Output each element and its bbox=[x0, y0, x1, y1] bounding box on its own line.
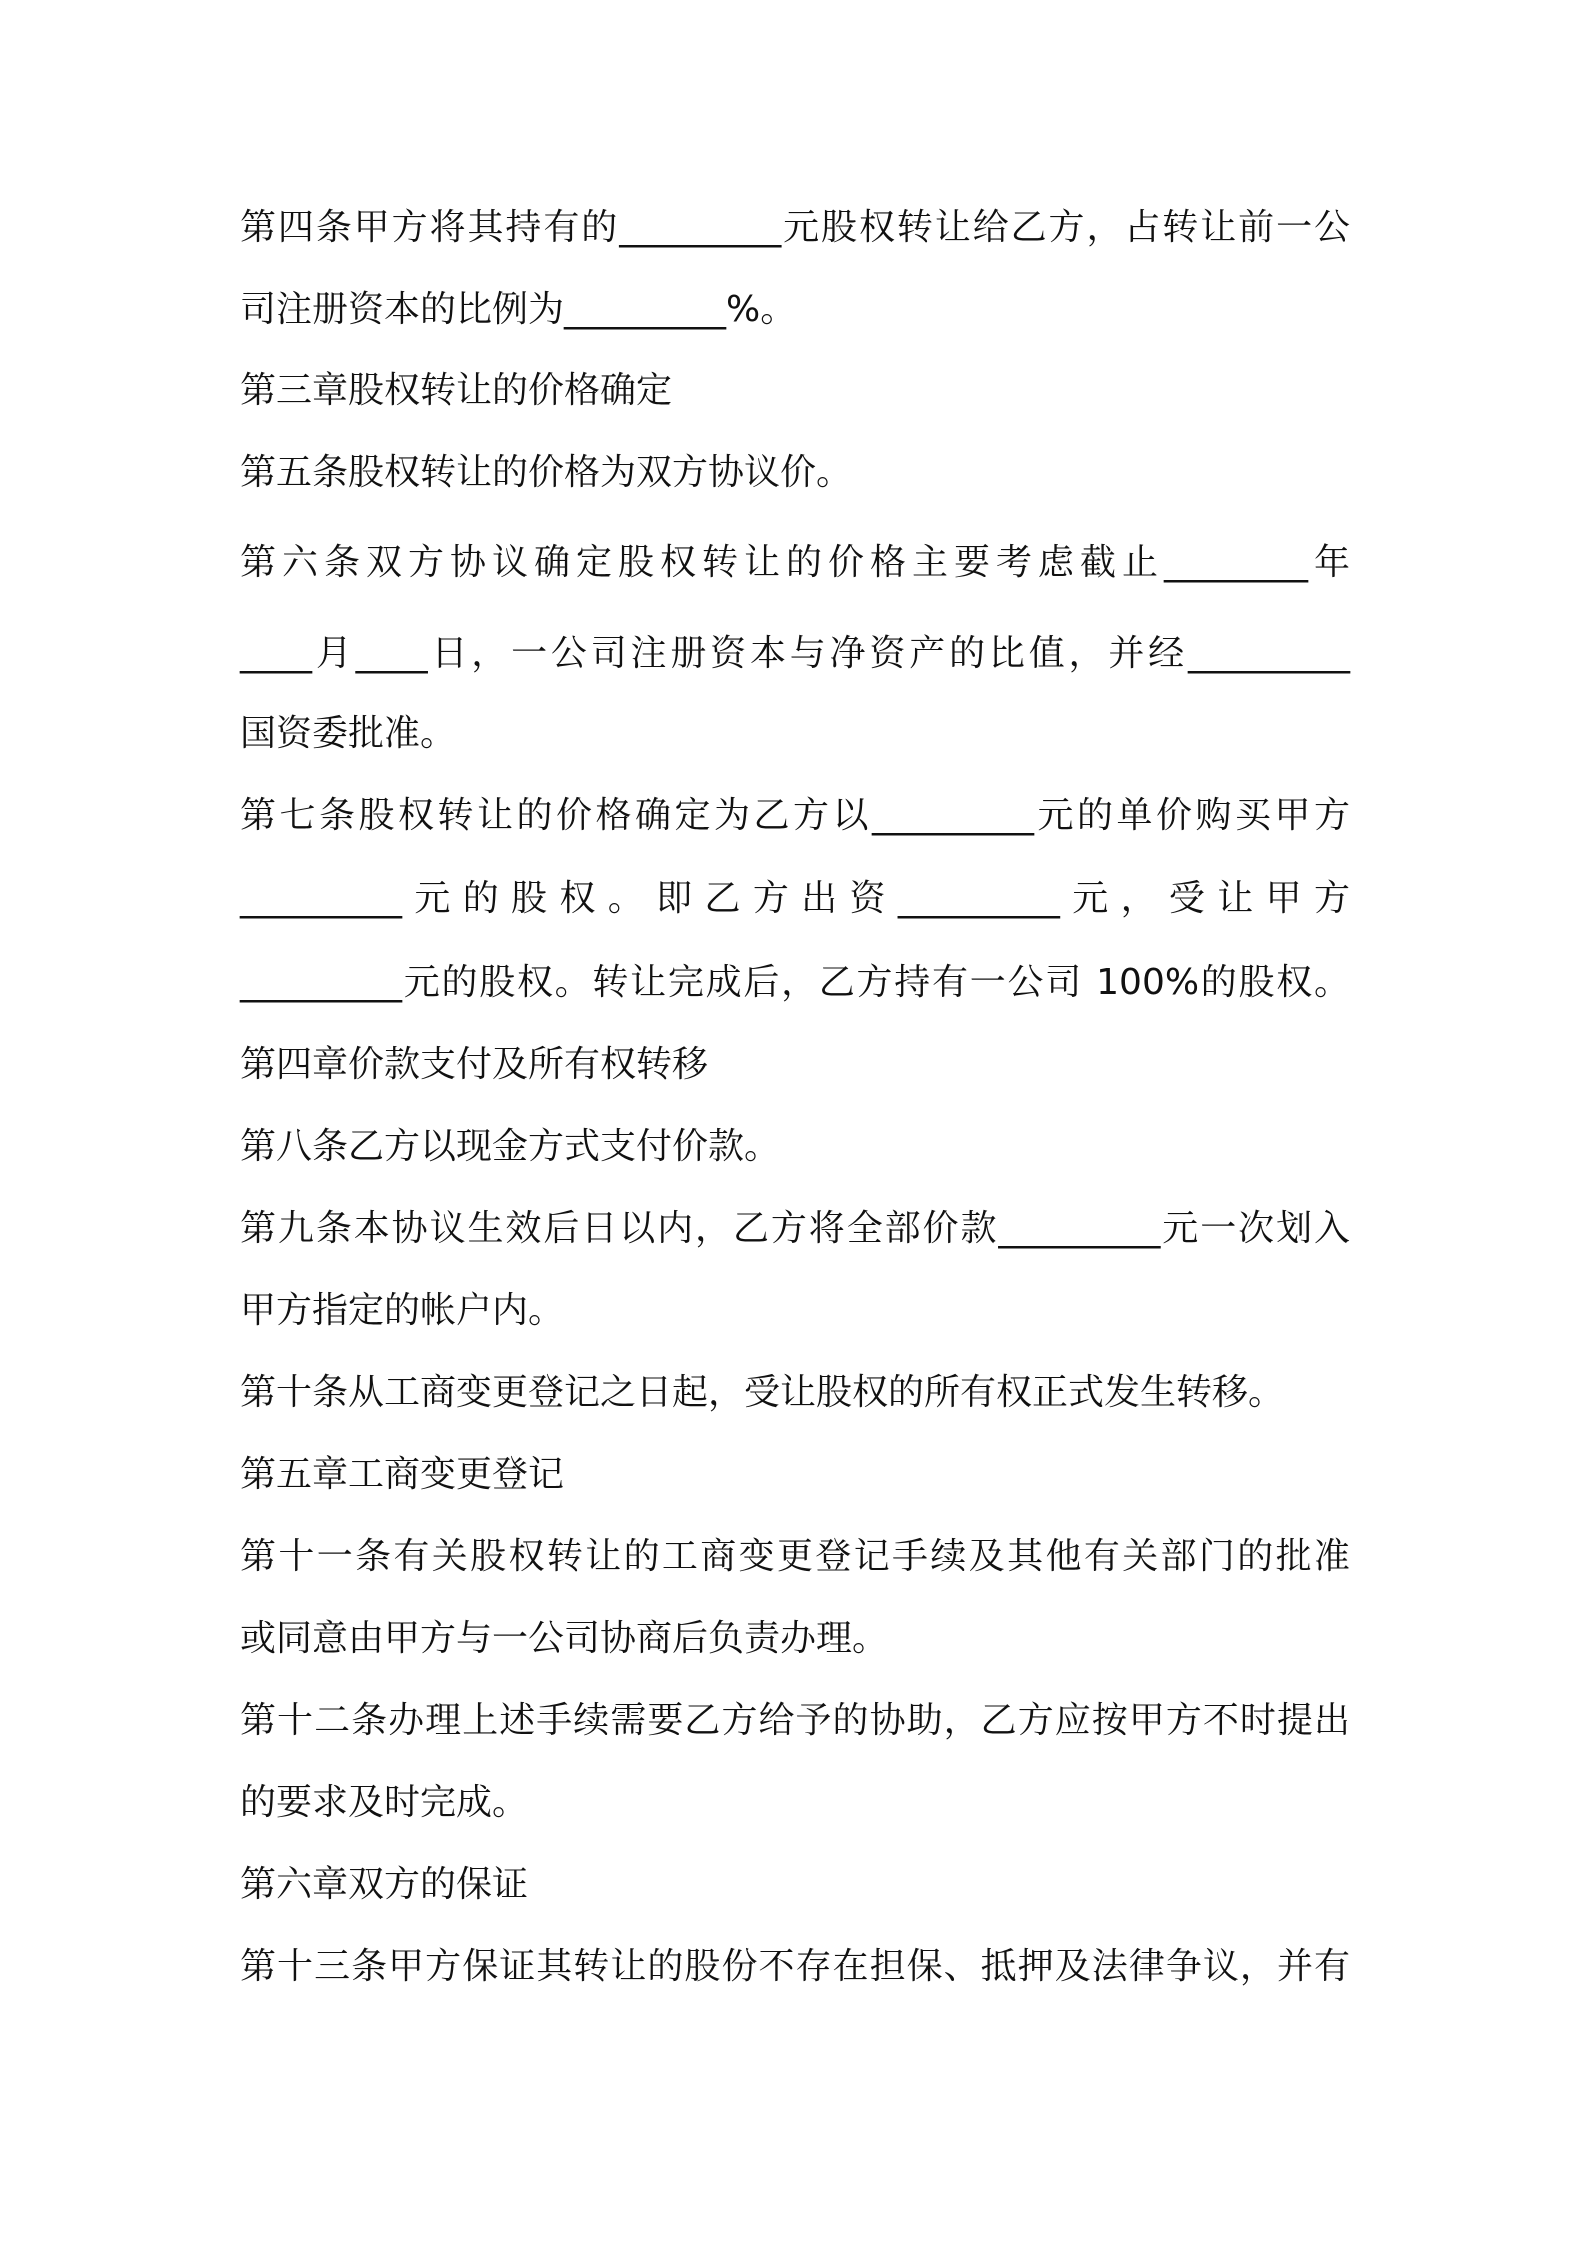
article-7-line-2: _________元的股权。即乙方出资_________元，受让甲方 bbox=[240, 878, 1350, 919]
article-13-line-1: 第十三条甲方保证其转让的股份不存在担保、抵押及法律争议，并有 bbox=[240, 1946, 1350, 1987]
article-6-line-3: 国资委批准。 bbox=[240, 713, 457, 754]
article-9-line-1: 第九条本协议生效后日以内，乙方将全部价款_________元一次划入 bbox=[240, 1208, 1350, 1249]
chapter-6-heading: 第六章双方的保证 bbox=[240, 1864, 529, 1905]
article-6-line-1: 第六条双方协议确定股权转让的价格主要考虑截止________年 bbox=[240, 542, 1350, 583]
article-11-line-1: 第十一条有关股权转让的工商变更登记手续及其他有关部门的批准 bbox=[240, 1536, 1350, 1577]
article-7-line-3: _________元的股权。转让完成后，乙方持有一公司 100%的股权。 bbox=[240, 962, 1350, 1003]
chapter-4-heading: 第四章价款支付及所有权转移 bbox=[240, 1044, 709, 1085]
article-5: 第五条股权转让的价格为双方协议价。 bbox=[240, 452, 853, 493]
article-12-line-1: 第十二条办理上述手续需要乙方给予的协助，乙方应按甲方不时提出 bbox=[240, 1700, 1350, 1741]
article-12-line-2: 的要求及时完成。 bbox=[240, 1782, 529, 1823]
article-7-line-1: 第七条股权转让的价格确定为乙方以_________元的单价购买甲方 bbox=[240, 795, 1350, 836]
article-8: 第八条乙方以现金方式支付价款。 bbox=[240, 1126, 781, 1167]
article-4-line-1: 第四条甲方将其持有的_________元股权转让给乙方，占转让前一公 bbox=[240, 207, 1350, 248]
chapter-3-heading: 第三章股权转让的价格确定 bbox=[240, 370, 673, 411]
article-11-line-2: 或同意由甲方与一公司协商后负责办理。 bbox=[240, 1618, 889, 1659]
article-6-line-2: ____月____日，一公司注册资本与净资产的比值，并经_________ bbox=[240, 633, 1350, 674]
chapter-5-heading: 第五章工商变更登记 bbox=[240, 1454, 565, 1495]
article-10: 第十条从工商变更登记之日起，受让股权的所有权正式发生转移。 bbox=[240, 1372, 1285, 1413]
article-9-line-2: 甲方指定的帐户内。 bbox=[240, 1290, 565, 1331]
article-4-line-2: 司注册资本的比例为_________%。 bbox=[240, 289, 797, 330]
